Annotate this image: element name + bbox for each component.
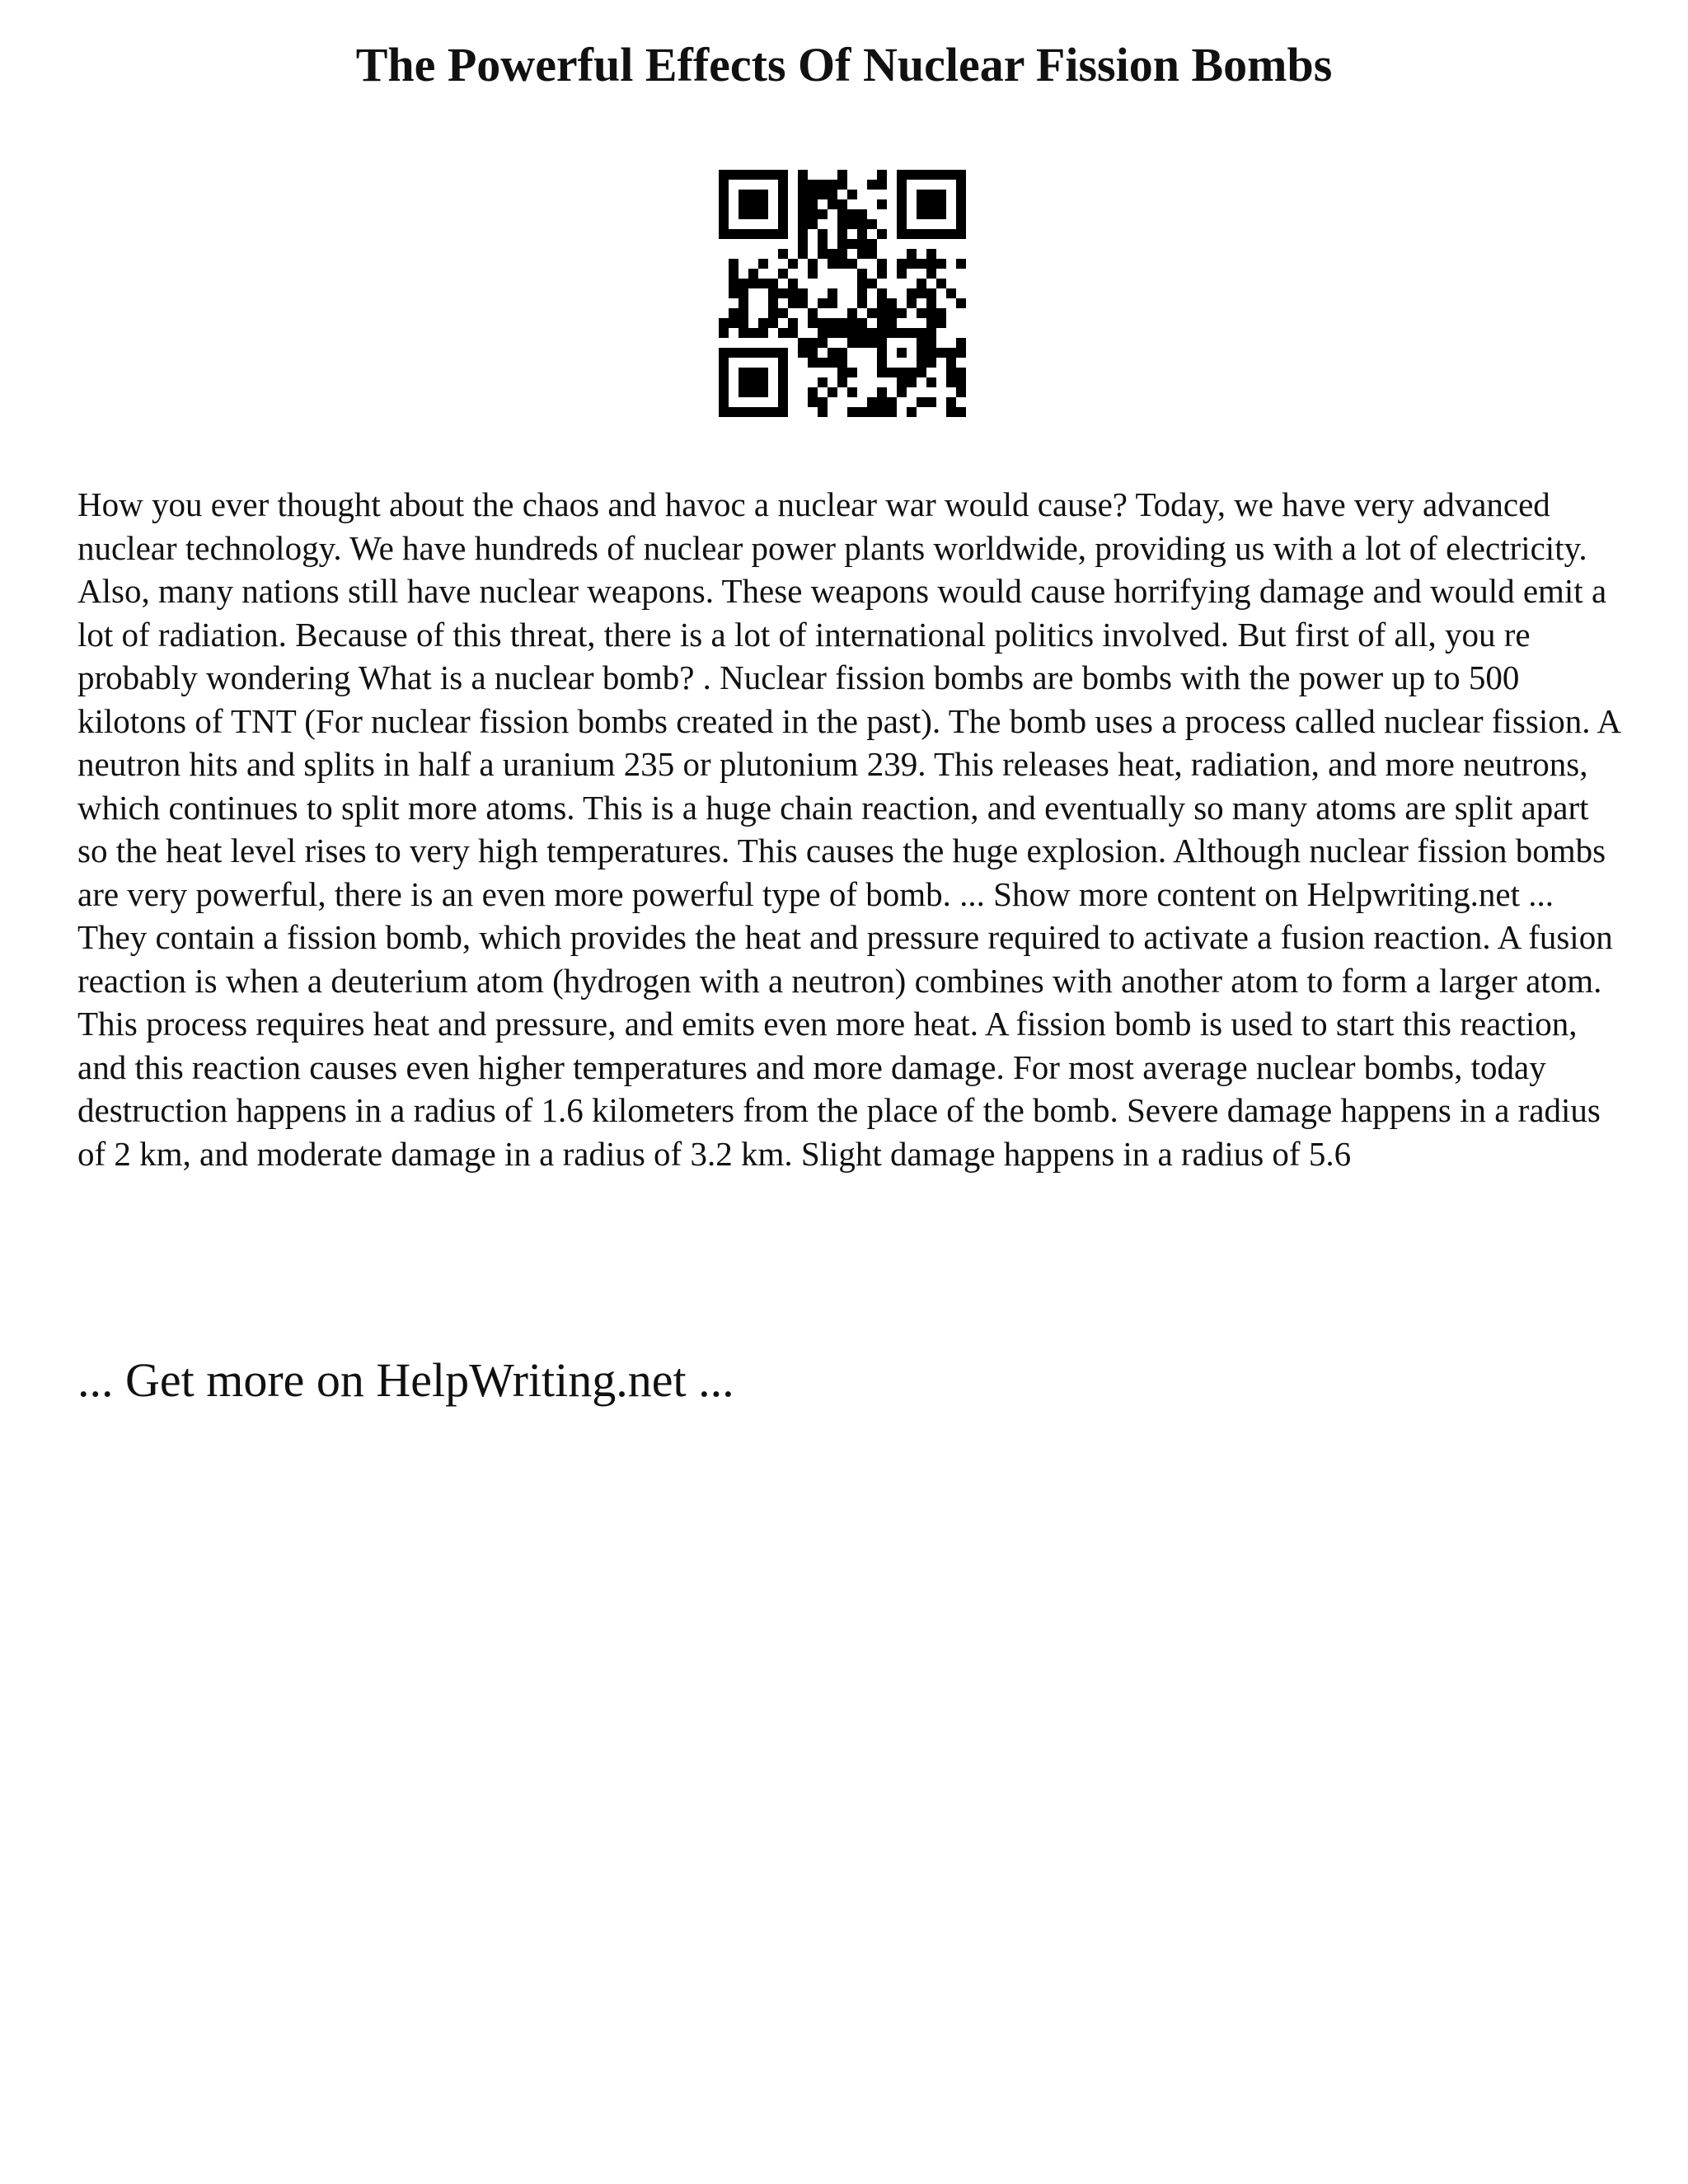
qr-code-icon: [719, 170, 966, 417]
get-more-link[interactable]: ... Get more on HelpWriting.net ...: [77, 1353, 734, 1407]
paragraph-2: They contain a fission bomb, which provides the heat and pressure required to activate a fusion reaction. A fusion reaction is when a deuterium atom (hydrogen with a neutron) combines with another atom to form a larger atom. This process requires heat and pressure, and emits even more heat. A fission bomb is used to start this reaction, and this reaction causes even higher temperatures and more damage. For most average nuclear bombs, today destruction happens in a radius of 1.6 kilometers from the place of the bomb. Severe damage happens in a radius of 2 km, and moderate damage in a radius of 3.2 km. Slight damage happens in a radius of 5.6: [77, 918, 1613, 1173]
page-title: The Powerful Effects Of Nuclear Fission Bombs: [355, 38, 1333, 91]
article-body: [77, 483, 1627, 1175]
paragraph-1: How you ever thought about the chaos and havoc a nuclear war would cause? Today, we have very advanced nuclear technology. We have hundreds of nuclear power plants worldwide, providing us with a lot of electricity. Also, many nations still have nuclear weapons. These weapons would cause horrifying damage and would emit a lot of radiation. Because of this threat, there is a lot of international politics involved. But first of all, you re probably wondering What is a nuclear bomb? . Nuclear fission bombs are bombs with the power up to 500 kilotons of TNT (For nuclear fission bombs created in the past). The bomb uses a process called nuclear fission. A neutron hits and splits in half a uranium 235 or plutonium 239. This releases heat, radiation, and more neutrons, which continues to split more atoms. This is a huge chain reaction, and eventually so many atoms are split apart so the heat level rises to very high temperatures. This causes the huge explosion. Although nuclear fission bombs are very powerful, there is an even more powerful type of bomb. ... Show more content on Helpwriting.net ...: [77, 485, 1620, 913]
